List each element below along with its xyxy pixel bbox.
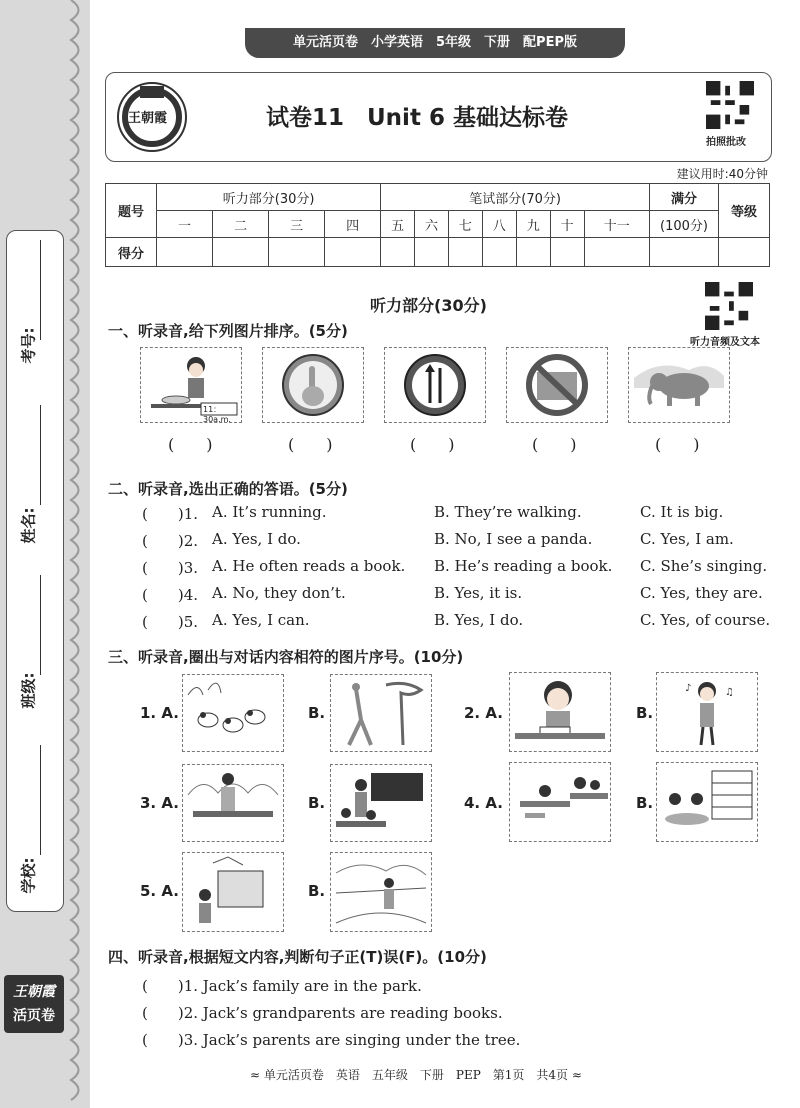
option-a: A. It’s running.	[212, 503, 327, 521]
score-cell[interactable]	[719, 238, 770, 267]
question-row	[142, 503, 782, 525]
girl-reading-icon	[510, 673, 610, 751]
item-label[interactable]: B.	[308, 882, 326, 900]
question-row	[142, 611, 782, 633]
svg-text:♪: ♪	[685, 683, 692, 694]
picture-pandas	[182, 674, 284, 752]
item-label[interactable]: B.	[308, 704, 326, 722]
picture-quiet-sign	[262, 347, 364, 423]
question-number[interactable]: ( )3.	[142, 559, 199, 577]
top-banner: 单元活页卷 小学英语 5年级 下册 配PEP版	[245, 28, 625, 58]
title-box	[105, 72, 772, 162]
qnum-cell: 二	[213, 211, 269, 238]
class-field: 班级:	[19, 672, 38, 709]
prohibition-sign-icon	[507, 348, 607, 422]
qnum-cell: 八	[482, 211, 516, 238]
girl-park-icon	[183, 765, 283, 841]
score-cell[interactable]	[157, 238, 213, 267]
answer-blank[interactable]: ( )	[532, 435, 577, 454]
option-c: C. It is big.	[640, 503, 724, 521]
question-number[interactable]: ( )2.	[142, 532, 199, 550]
picture-library	[656, 762, 758, 842]
item-label[interactable]: B.	[636, 794, 654, 812]
library-icon	[657, 763, 757, 841]
answer-blank[interactable]: ( )	[655, 435, 700, 454]
one-way-sign-icon	[385, 348, 485, 422]
question-row	[142, 584, 782, 606]
score-table	[105, 183, 770, 267]
section-title: 听力部分(30分)	[370, 296, 487, 315]
item-label[interactable]: 1. A.	[140, 704, 179, 722]
name-line[interactable]	[40, 405, 41, 505]
school-line[interactable]	[40, 745, 41, 855]
qr-label-grading: 拍照批改	[706, 137, 746, 148]
option-c: C. Yes, they are.	[640, 584, 763, 602]
elephant-icon	[629, 348, 729, 422]
svg-text:♫: ♫	[725, 687, 734, 698]
answer-blank[interactable]: ( )	[168, 435, 213, 454]
picture-kids-at-desks	[509, 762, 611, 842]
clock-text: 11：30a.m.	[203, 405, 231, 424]
listening-header: 听力部分(30分)	[157, 184, 381, 211]
score-cell[interactable]	[213, 238, 269, 267]
kids-desks-icon	[510, 763, 610, 841]
answer-blank[interactable]: ( )	[288, 435, 333, 454]
score-cell[interactable]	[415, 238, 449, 267]
option-b: B. He’s reading a book.	[434, 557, 613, 575]
score-cell[interactable]	[650, 238, 719, 267]
qnum-cell: 四	[325, 211, 381, 238]
option-a: A. Yes, I can.	[212, 611, 310, 629]
giraffe-icon	[331, 675, 431, 751]
class-line[interactable]	[40, 575, 41, 675]
score-cell[interactable]	[516, 238, 550, 267]
pandas-icon	[183, 675, 283, 751]
written-header: 笔试部分(70分)	[381, 184, 650, 211]
tf-item	[142, 1029, 782, 1051]
section2-heading: 二、听录音,选出正确的答语。(5分)	[108, 480, 348, 498]
school-field: 学校:	[19, 857, 38, 894]
option-b: B. Yes, I do.	[434, 611, 524, 629]
option-c: C. Yes, I am.	[640, 530, 734, 548]
score-cell[interactable]	[584, 238, 649, 267]
girl-painting-icon	[183, 853, 283, 931]
tf-item-text[interactable]: ( )3. Jack’s parents are singing under the tree.	[142, 1031, 521, 1049]
score-cell[interactable]	[269, 238, 325, 267]
option-b: B. They’re walking.	[434, 503, 582, 521]
wavy-edge	[66, 0, 96, 1108]
girl-singing-icon	[657, 673, 757, 751]
score-cell[interactable]	[448, 238, 482, 267]
qnum-cell: 三	[269, 211, 325, 238]
qnum-cell: 七	[448, 211, 482, 238]
qnum-cell: 五	[381, 211, 415, 238]
qr-code-icon[interactable]	[706, 81, 754, 129]
question-number[interactable]: ( )4.	[142, 586, 199, 604]
full-score-label: 满分	[650, 184, 719, 211]
picture-girl-eating-lunch	[140, 347, 242, 423]
tf-item-text[interactable]: ( )2. Jack’s grandparents are reading books.	[142, 1004, 503, 1022]
picture-girl-park	[182, 764, 284, 842]
qnum-cell: 九	[516, 211, 550, 238]
option-c: C. She’s singing.	[640, 557, 768, 575]
picture-elephant	[628, 347, 730, 423]
picture-no-sign	[506, 347, 608, 423]
picture-girl-hiking	[330, 852, 432, 932]
score-row-label: 得分	[106, 238, 157, 267]
page-title: 试卷11 Unit 6 基础达标卷	[266, 105, 568, 131]
option-c: C. Yes, of course.	[640, 611, 771, 629]
score-cell[interactable]	[482, 238, 516, 267]
qnum-header: 题号	[106, 184, 157, 238]
item-label[interactable]: 4. A.	[464, 794, 503, 812]
logo-text: 王朝霞	[128, 111, 168, 126]
score-cell[interactable]	[325, 238, 381, 267]
picture-one-way-sign	[384, 347, 486, 423]
question-row	[142, 530, 782, 552]
qnum-cell: 六	[415, 211, 449, 238]
score-cell[interactable]	[381, 238, 415, 267]
option-b: B. No, I see a panda.	[434, 530, 593, 548]
picture-classroom	[330, 764, 432, 842]
section4-heading: 四、听录音,根据短文内容,判断句子正(T)误(F)。(10分)	[108, 948, 487, 966]
option-a: A. Yes, I do.	[212, 530, 301, 548]
qnum-cell: 十一	[584, 211, 649, 238]
brand-text-2: 活页卷	[13, 1008, 55, 1024]
item-label[interactable]: B.	[636, 704, 654, 722]
option-a: A. No, they don’t.	[212, 584, 346, 602]
full-score-value: (100分)	[650, 211, 719, 238]
brand-badge	[4, 975, 64, 1033]
tf-item-text[interactable]: ( )1. Jack’s family are in the park.	[142, 977, 422, 995]
question-row	[142, 557, 782, 579]
score-cell[interactable]	[550, 238, 584, 267]
grade-header: 等级	[719, 184, 770, 238]
picture-girl-reading	[509, 672, 611, 752]
picture-girl-singing	[656, 672, 758, 752]
qr-label-audio: 听力音频及文本	[690, 337, 760, 348]
question-number[interactable]: ( )5.	[142, 613, 199, 631]
tf-item	[142, 975, 782, 997]
page-footer: ≈ 单元活页卷 英语 五年级 下册 PEP 第1页 共4页 ≈	[250, 1068, 582, 1082]
section3-heading: 三、听录音,圈出与对话内容相符的图片序号。(10分)	[108, 648, 464, 666]
quiet-sign-icon	[263, 348, 363, 422]
answer-blank[interactable]: ( )	[410, 435, 455, 454]
item-label[interactable]: 3. A.	[140, 794, 179, 812]
item-label[interactable]: B.	[308, 794, 326, 812]
audio-qr-code-icon[interactable]	[705, 282, 753, 330]
name-field: 姓名:	[19, 507, 38, 544]
exam-number-line[interactable]	[40, 240, 41, 340]
picture-girl-painting	[182, 852, 284, 932]
qnum-cell: 十	[550, 211, 584, 238]
qnum-cell: 一	[157, 211, 213, 238]
girl-hiking-icon	[331, 853, 431, 931]
option-b: B. Yes, it is.	[434, 584, 523, 602]
option-a: A. He often reads a book.	[212, 557, 406, 575]
classroom-icon	[331, 765, 431, 841]
brand-text-1: 王朝霞	[13, 984, 55, 1000]
picture-giraffe	[330, 674, 432, 752]
item-label[interactable]: 2. A.	[464, 704, 503, 722]
item-label[interactable]: 5. A.	[140, 882, 179, 900]
suggested-time: 建议用时:40分钟	[676, 167, 768, 181]
question-number[interactable]: ( )1.	[142, 505, 199, 523]
tf-item	[142, 1002, 782, 1024]
section1-heading: 一、听录音,给下列图片排序。(5分)	[108, 322, 348, 340]
exam-number-field: 考号:	[19, 327, 38, 364]
